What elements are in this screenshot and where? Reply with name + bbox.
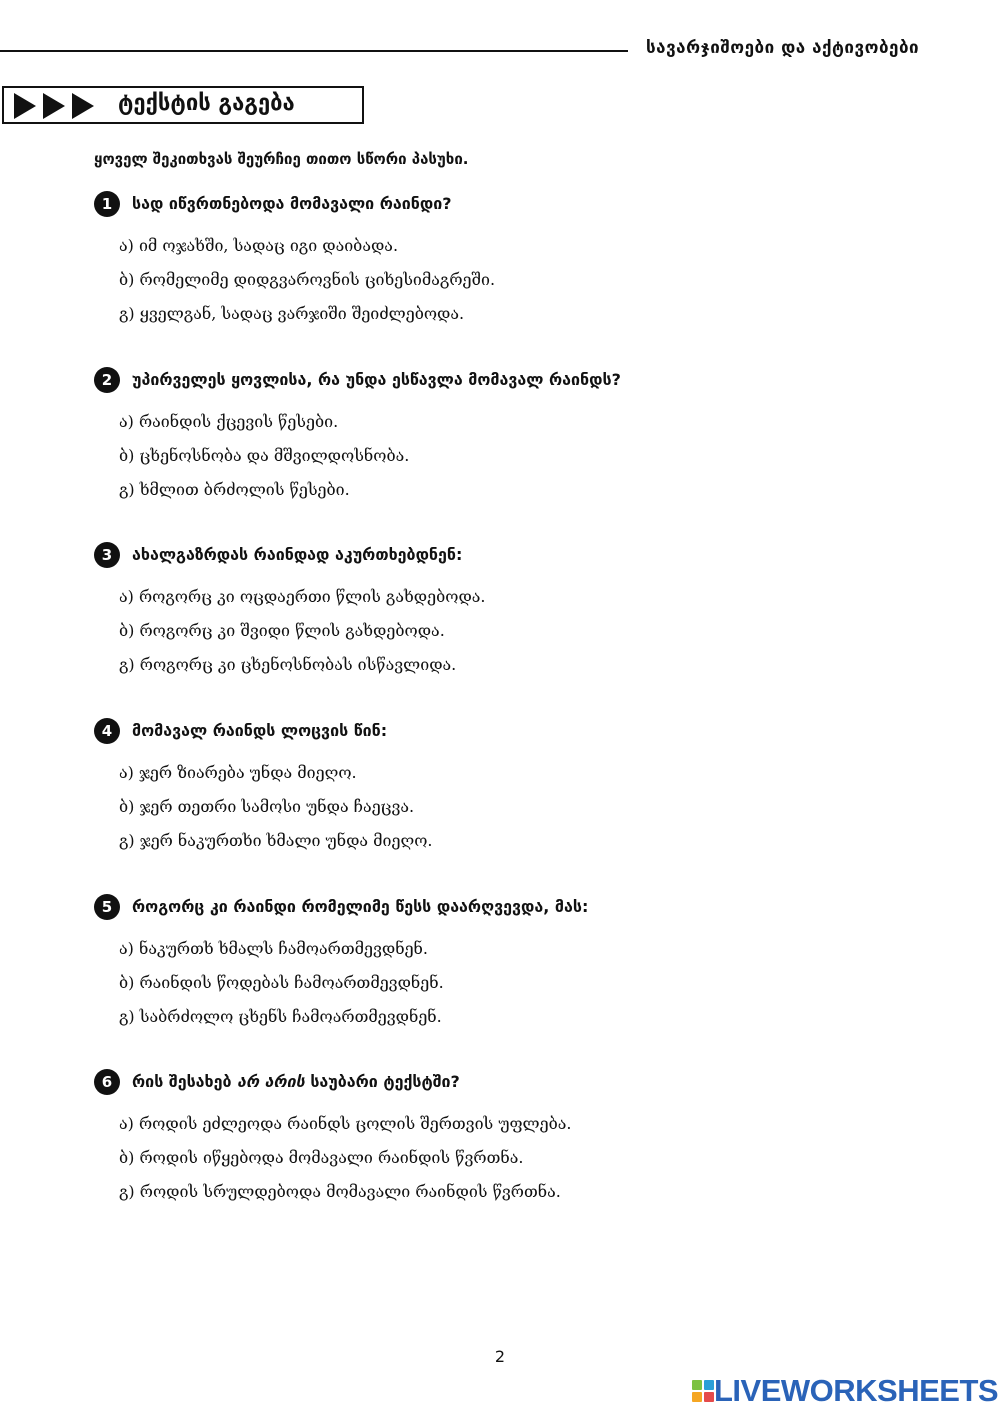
answer-options xyxy=(119,411,409,513)
header-title: სავარჯიშოები და აქტივობები xyxy=(646,38,920,58)
section-heading xyxy=(2,86,364,124)
answer-options xyxy=(119,938,444,1040)
question-6 xyxy=(94,1069,974,1201)
answer-options xyxy=(119,586,486,688)
question-text: მომავალ რაინდს ლოცვის წინ: xyxy=(132,721,388,740)
question-text-before: რის შესახებ xyxy=(132,1072,238,1091)
answer-option-c[interactable]: გ) როგორც კი ცხენოსნობას ისწავლიდა. xyxy=(119,655,457,674)
question-text-emphasis: არ არის xyxy=(237,1072,305,1091)
question-text: სად იწვრთნებოდა მომავალი რაინდი? xyxy=(132,194,452,213)
answer-option-b[interactable]: ბ) ცხენოსნობა და მშვილდოსნობა. xyxy=(119,446,410,465)
question-number-badge: 6 xyxy=(94,1069,120,1095)
answer-option-c[interactable]: გ) ჯერ ნაკურთხი ხმალი უნდა მიეღო. xyxy=(119,831,433,850)
answer-option-c[interactable]: გ) ყველგან, სადაც ვარჯიში შეიძლებოდა. xyxy=(119,304,465,323)
answer-option-c[interactable]: გ) საბრძოლო ცხენს ჩამოართმევდნენ. xyxy=(119,1007,442,1026)
question-1 xyxy=(94,191,974,323)
answer-option-a[interactable]: ა) ნაკურთხ ხმალს ჩამოართმევდნენ. xyxy=(119,939,429,958)
page-number: 2 xyxy=(494,1347,506,1366)
answer-option-a[interactable]: ა) ჯერ ზიარება უნდა მიეღო. xyxy=(119,763,357,782)
question-number-badge: 5 xyxy=(94,894,120,920)
question-text: ახალგაზრდას რაინდად აკურთხებდნენ: xyxy=(132,545,463,564)
question-number-badge: 4 xyxy=(94,718,120,744)
answer-option-b[interactable]: ბ) როგორც კი შვიდი წლის გახდებოდა. xyxy=(119,621,445,640)
answer-option-c[interactable]: გ) როდის სრულდებოდა მომავალი რაინდის წვრთნა. xyxy=(119,1182,561,1201)
question-5 xyxy=(94,894,974,1026)
answer-option-b[interactable]: ბ) ჯერ თეთრი სამოსი უნდა ჩაეცვა. xyxy=(119,797,415,816)
answer-option-b[interactable]: ბ) რაინდის წოდებას ჩამოართმევდნენ. xyxy=(119,973,444,992)
answer-option-a[interactable]: ა) რაინდის ქცევის წესები. xyxy=(119,412,339,431)
answer-option-a[interactable]: ა) როგორც კი ოცდაერთი წლის გახდებოდა. xyxy=(119,587,486,606)
question-2 xyxy=(94,367,974,499)
answer-option-a[interactable]: ა) იმ ოჯახში, სადაც იგი დაიბადა. xyxy=(119,236,399,255)
answer-option-a[interactable]: ა) როდის ეძლეოდა რაინდს ცოლის შერთვის უფლება. xyxy=(119,1114,572,1133)
header-rule xyxy=(0,50,628,52)
liveworksheets-wordmark: LIVEWORKSHEETS xyxy=(714,1373,999,1408)
triple-arrow-icon xyxy=(14,93,100,119)
answer-options xyxy=(119,1113,571,1215)
question-text: როგორც კი რაინდი რომელიმე წესს დაარღვევდა, მას: xyxy=(132,897,589,916)
question-4 xyxy=(94,718,974,850)
answer-option-b[interactable]: ბ) როდის იწყებოდა მომავალი რაინდის წვრთნა. xyxy=(119,1148,524,1167)
answer-options xyxy=(119,762,432,864)
section-title: ტექსტის გაგება xyxy=(118,91,295,116)
question-text xyxy=(132,1072,460,1091)
question-text-after: საუბარი ტექსტში? xyxy=(304,1072,460,1091)
answer-option-c[interactable]: გ) ხმლით ბრძოლის წესები. xyxy=(119,480,350,499)
question-text: უპირველეს ყოვლისა, რა უნდა ესწავლა მომავალ რაინდს? xyxy=(132,370,621,389)
question-number-badge: 3 xyxy=(94,542,120,568)
instruction-text: ყოველ შეკითხვას შეურჩიე თითო სწორი პასუხი. xyxy=(94,150,469,168)
question-number-badge: 1 xyxy=(94,191,120,217)
question-3 xyxy=(94,542,974,674)
liveworksheets-grid-icon xyxy=(692,1380,714,1402)
question-number-badge: 2 xyxy=(94,367,120,393)
answer-option-b[interactable]: ბ) რომელიმე დიდგვაროვნის ციხესიმაგრეში. xyxy=(119,270,496,289)
answer-options xyxy=(119,235,495,337)
